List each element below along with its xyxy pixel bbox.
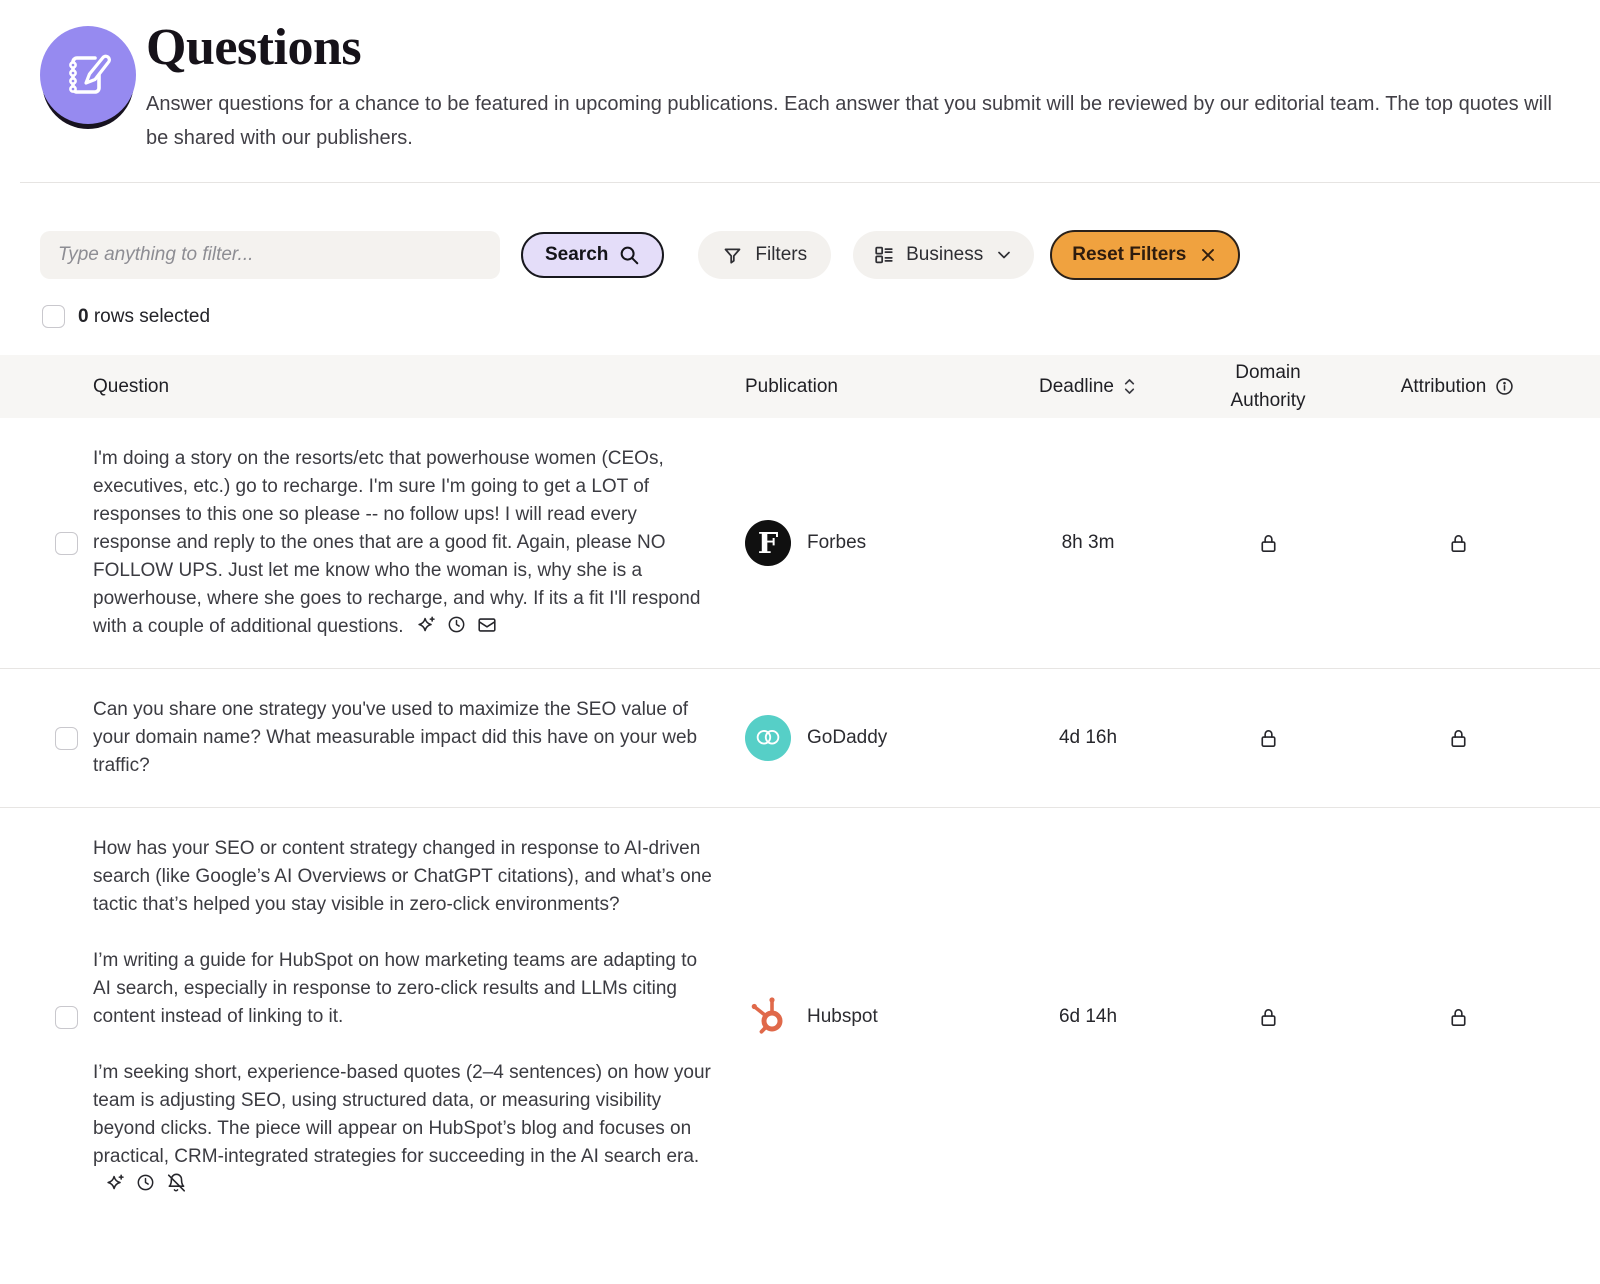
business-dropdown[interactable] bbox=[853, 231, 1034, 279]
publication-cell bbox=[713, 520, 1003, 566]
question-text: How has your SEO or content strategy changed in response to AI-driven search (like Google’s AI Overviews or ChatGPT citations), and what’s one tactic that’s helped you stay visible in zero-click environments? bbox=[93, 838, 712, 915]
table-row[interactable] bbox=[0, 668, 1600, 807]
lock-icon bbox=[1257, 532, 1280, 555]
question-text: I'm doing a story on the resorts/etc that powerhouse women (CEOs, executives, etc.) go to recharge. I'm sure I'm going to get a LOT of responses to this one so please -- no follow ups! I will read every response and reply to the ones that are a good fit. Again, please NO FOLLOW UPS. Just let me know who the woman is, why she is a powerhouse, where she goes to recharge, and why. If its a fit I'll respond with a couple of additional questions. bbox=[93, 448, 701, 637]
selected-label: rows selected bbox=[93, 305, 211, 327]
publication-cell bbox=[713, 994, 1003, 1040]
reset-filters-label: Reset Filters bbox=[1072, 244, 1187, 265]
table-row[interactable] bbox=[0, 418, 1600, 668]
column-header-deadline[interactable]: Deadline bbox=[1003, 376, 1173, 398]
attribution-cell bbox=[1363, 1006, 1553, 1029]
publication-name: Hubspot bbox=[807, 1006, 878, 1027]
publication-name: GoDaddy bbox=[807, 727, 888, 748]
search-button[interactable] bbox=[521, 232, 664, 278]
selected-count: 0 bbox=[78, 305, 89, 327]
search-input[interactable] bbox=[40, 231, 500, 279]
filter-icon bbox=[722, 245, 743, 266]
filter-toolbar bbox=[40, 230, 1600, 280]
question-cell bbox=[93, 808, 713, 1226]
row-checkbox[interactable] bbox=[55, 532, 78, 555]
forbes-logo: F bbox=[745, 520, 791, 566]
column-header-question: Question bbox=[93, 375, 170, 397]
godaddy-logo bbox=[745, 715, 791, 761]
lock-icon bbox=[1447, 532, 1470, 555]
mail-icon bbox=[476, 614, 498, 636]
reset-filters-button[interactable] bbox=[1050, 230, 1240, 280]
sparkle-icon bbox=[104, 1172, 126, 1194]
question-text: I’m seeking short, experience-based quotes (2–4 sentences) on how your team is adjusting SEO, using structured data, or measuring visibility beyond clicks. The piece will appear on HubSpot’s blog and focuses on practical, CRM-integrated strategies for succeeding in the AI search era. bbox=[93, 1062, 711, 1167]
deadline-value: 8h 3m bbox=[1061, 532, 1115, 553]
page-description: Answer questions for a chance to be featured in upcoming publications. Each answer that you submit will be reviewed by our editorial team. The top quotes will be shared with our publishers. bbox=[146, 93, 1552, 149]
questions-table bbox=[0, 355, 1600, 1226]
table-header bbox=[0, 355, 1600, 418]
question-meta-icons bbox=[104, 1172, 187, 1194]
lock-icon bbox=[1447, 1006, 1470, 1029]
publication-cell bbox=[713, 715, 1003, 761]
search-button-label: Search bbox=[545, 244, 609, 265]
question-meta-icons bbox=[415, 614, 498, 636]
column-header-attribution: Attribution bbox=[1363, 376, 1553, 398]
domain-authority-cell bbox=[1173, 1006, 1363, 1029]
column-header-publication: Publication bbox=[745, 375, 838, 397]
page-title: Questions bbox=[146, 19, 362, 76]
close-icon bbox=[1198, 245, 1218, 265]
bell-off-icon bbox=[165, 1172, 187, 1194]
deadline-value: 6d 14h bbox=[1058, 1006, 1118, 1027]
filters-button-label: Filters bbox=[755, 244, 808, 265]
notebook-pencil-icon bbox=[40, 26, 136, 124]
question-text: Can you share one strategy you've used to maximize the SEO value of your domain name? What measurable impact did this have on your web traffic? bbox=[93, 699, 698, 776]
lock-icon bbox=[1257, 727, 1280, 750]
search-icon bbox=[618, 244, 640, 266]
selection-text bbox=[78, 306, 210, 328]
domain-authority-cell bbox=[1173, 532, 1363, 555]
hubspot-logo bbox=[745, 994, 791, 1040]
chevron-down-icon bbox=[994, 245, 1014, 265]
page-header bbox=[0, 0, 1600, 155]
lock-icon bbox=[1447, 727, 1470, 750]
header-divider bbox=[20, 182, 1600, 183]
business-dropdown-label: Business bbox=[906, 244, 984, 265]
sort-icon[interactable] bbox=[1122, 378, 1137, 395]
column-header-domain-authority: Domain Authority bbox=[1230, 361, 1306, 411]
clock-icon bbox=[446, 614, 467, 636]
info-icon[interactable] bbox=[1494, 376, 1515, 397]
row-checkbox[interactable] bbox=[55, 1006, 78, 1029]
row-checkbox[interactable] bbox=[55, 727, 78, 750]
sparkle-icon bbox=[415, 614, 437, 636]
table-row[interactable] bbox=[0, 807, 1600, 1226]
question-text: I’m writing a guide for HubSpot on how marketing teams are adapting to AI search, especially in response to zero-click results and LLMs citing content instead of linking to it. bbox=[93, 950, 698, 1027]
deadline-value: 4d 16h bbox=[1058, 727, 1118, 748]
attribution-cell bbox=[1363, 727, 1553, 750]
question-cell bbox=[93, 669, 713, 807]
select-all-checkbox[interactable] bbox=[42, 305, 65, 328]
selection-bar bbox=[42, 305, 1600, 328]
question-cell bbox=[93, 418, 713, 668]
lock-icon bbox=[1257, 1006, 1280, 1029]
category-list-icon bbox=[873, 244, 895, 266]
clock-icon bbox=[135, 1172, 156, 1194]
domain-authority-cell bbox=[1173, 727, 1363, 750]
publication-name: Forbes bbox=[807, 532, 867, 553]
attribution-cell bbox=[1363, 532, 1553, 555]
filters-button[interactable] bbox=[698, 231, 831, 279]
